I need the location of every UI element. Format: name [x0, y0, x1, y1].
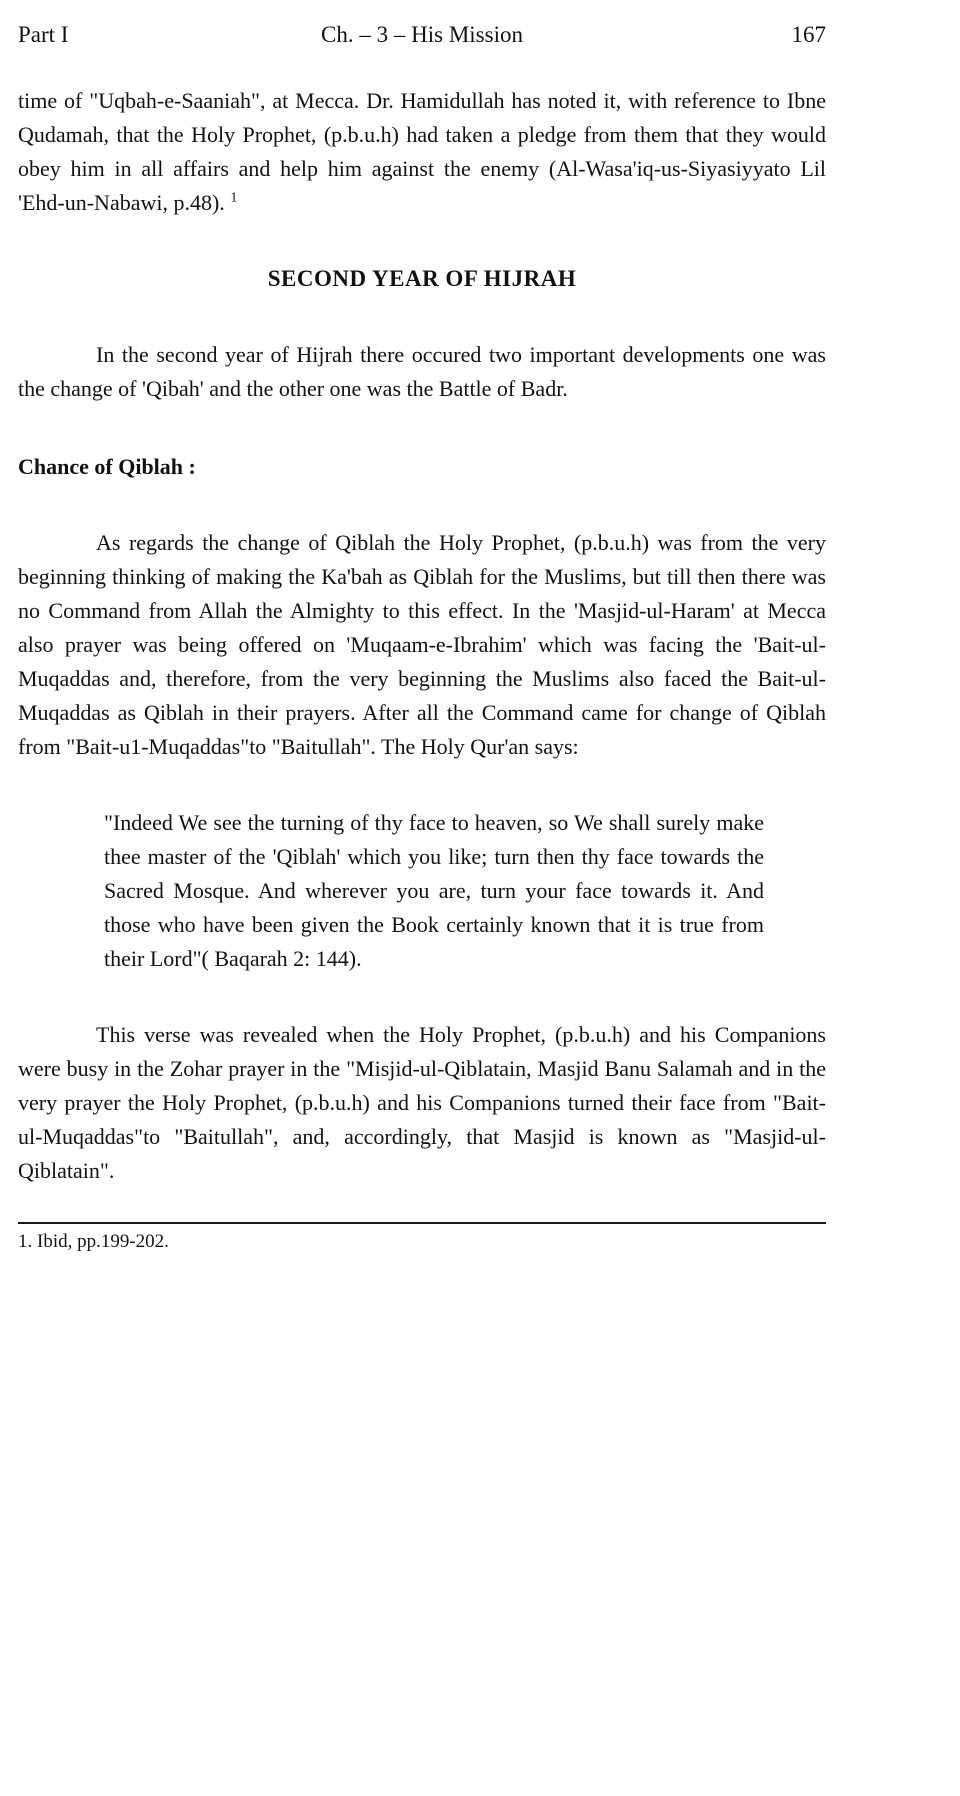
- paragraph-continuation-text: time of "Uqbah-e-Saaniah", at Mecca. Dr. Hamidullah has noted it, with reference to Ibne Qudamah, that the Holy Prophet, (p.b.u.h) had taken a pledge from them that they would obey him in all affairs and help him against the enemy (Al-Wasa'iq-us-Siyasiyyato Lil 'Ehd-un-Nabawi, p.48).: [18, 88, 826, 215]
- paragraph-second-year-intro: In the second year of Hijrah there occured two important developments one was the change of 'Qibah' and the other one was the Battle of Badr.: [18, 342, 826, 401]
- footnote-block: [18, 1222, 826, 1255]
- paragraph-continuation: [18, 84, 826, 220]
- header-page-number: 167: [791, 22, 826, 47]
- footnote-text: 1. Ibid, pp.199-202.: [18, 1231, 169, 1252]
- section-heading-second-year-of-hijrah: SECOND YEAR OF HIJRAH: [267, 266, 577, 291]
- footnote-reference-1: 1: [230, 190, 238, 206]
- paragraph-verse-revealed: This verse was revealed when the Holy Prophet, (p.b.u.h) and his Companions were busy in the Zohar prayer in the "Misjid-ul-Qiblatain, Masjid Banu Salamah and in the very prayer the Holy Prophet, (p.b.u.h) and his Companions turned their face from "Bait-ul-Muqaddas"to "Baitullah", and, accordingly, that Masjid is known as "Masjid-ul-Qiblatain".: [18, 1022, 826, 1183]
- paragraph-change-of-qiblah: As regards the change of Qiblah the Holy Prophet, (p.b.u.h) was from the very beginning thinking of making the Ka'bah as Qiblah for the Muslims, but till then there was no Command from Allah the Almighty to this effect. In the 'Masjid-ul-Haram' at Mecca also prayer was being offered on 'Muqaam-e-Ibrahim' which was facing the 'Bait-ul-Muqaddas and, therefore, from the very beginning the Muslims also faced the Bait-ul-Muqaddas as Qiblah in their prayers. After all the Command came for change of Qiblah from "Bait-u1-Muqaddas"to "Baitullah". The Holy Qur'an says:: [18, 530, 826, 759]
- quran-verse-quote: "Indeed We see the turning of thy face to heaven, so We shall surely make thee master of the 'Qiblah' which you like; turn then thy face towards the Sacred Mosque. And wherever you are, turn your face towards it. And those who have been given the Book certainly known that it is true from their Lord"( Baqarah 2: 144).: [104, 810, 764, 971]
- page-header: [18, 20, 826, 50]
- sub-heading-chance-of-qiblah: Chance of Qiblah :: [18, 454, 196, 479]
- header-part-label: Part I: [18, 22, 69, 47]
- header-chapter-title: Ch. – 3 – His Mission: [321, 22, 523, 47]
- page-body: [18, 84, 826, 1255]
